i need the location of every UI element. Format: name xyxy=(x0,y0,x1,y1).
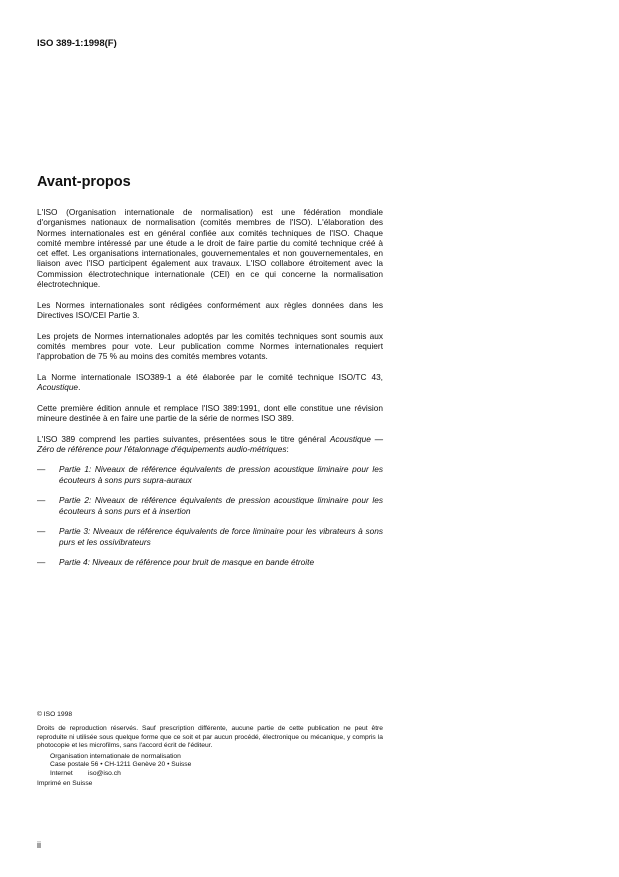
list-dash: — xyxy=(37,464,46,475)
publisher-address xyxy=(37,753,383,778)
part-2-title: Partie 2: Niveaux de référence équivalents de pression acoustique liminaire pour les écouteurs à sons purs et à insertion xyxy=(59,495,383,516)
list-item xyxy=(37,464,383,485)
committee-end: . xyxy=(78,382,81,393)
page-number: ii xyxy=(37,840,41,850)
paragraph-edition: Cette première édition annule et remplace l'ISO 389:1991, dont elle constitue une révision mineure destinée à en faire une partie de la série de normes ISO 389. xyxy=(37,402,383,423)
foreword-body xyxy=(37,207,383,578)
internet-label: Internet xyxy=(50,769,73,777)
part-1-title: Partie 1: Niveaux de référence équivalents de pression acoustique liminaire pour les écouteurs à sons purs supra-auraux xyxy=(59,464,383,485)
paragraph-committee xyxy=(37,372,383,393)
general-title: Acoustique — Zéro de référence pour l'étalonnage d'équipements audio-métriques xyxy=(37,433,383,454)
paragraph-parts-intro xyxy=(37,434,383,455)
organisation-name: Organisation internationale de normalisation xyxy=(50,753,181,761)
paragraph-directives: Les Normes internationales sont rédigées conformément aux règles données dans les Directives ISO/CEI Partie 3. xyxy=(37,299,383,320)
internet-contact xyxy=(50,770,383,778)
list-item xyxy=(37,495,383,516)
committee-title: Acoustique xyxy=(37,382,79,393)
email-address: iso@iso.ch xyxy=(88,769,121,777)
list-dash: — xyxy=(37,526,46,537)
page-title: Avant-propos xyxy=(37,174,131,190)
part-3-title: Partie 3: Niveaux de référence équivalents de force liminaire pour les vibrateurs à sons purs et les ossivibrateurs xyxy=(59,526,383,547)
parts-list xyxy=(37,464,383,567)
copyright-block xyxy=(37,711,383,788)
paragraph-draft-standards: Les projets de Normes internationales adoptés par les comités techniques sont soumis aux comités membres pour vote. Leur publication comme Normes internationales requiert l'approbation de 75 % au moins des comités membres votants. xyxy=(37,330,383,362)
list-item xyxy=(37,557,383,567)
paragraph-iso-intro: L'ISO (Organisation internationale de normalisation) est une fédération mondiale d'organismes nationaux de normalisation (comités membres de l'ISO). L'élaboration des Normes internationales est en général confiée aux comités techniques de l'ISO. Chaque comité membre intéressé par une étude a le droit de faire partie du comité technique créé à cet effet. Les organisations internationales, gouvernementales et non gouvernementales, en liaison avec l'ISO participent également aux travaux. L'ISO collabore étroitement avec la Commission électrotechnique internationale (CEI) en ce qui concerne la normalisation électrotechnique. xyxy=(37,207,383,290)
list-item xyxy=(37,526,383,547)
document-id-header: ISO 389-1:1998(F) xyxy=(37,38,117,49)
parts-intro-text: L'ISO 389 comprend les parties suivantes, présentées sous le titre général xyxy=(37,433,330,444)
committee-text: La Norme internationale ISO389-1 a été élaborée par le comité technique ISO/TC 43, xyxy=(37,371,383,382)
list-dash: — xyxy=(37,557,46,568)
copyright-line: © ISO 1998 xyxy=(37,711,73,718)
postal-address: Case postale 56 • CH-1211 Genève 20 • Suisse xyxy=(50,761,192,769)
printed-in: Imprimé en Suisse xyxy=(37,780,93,788)
part-4-title: Partie 4: Niveaux de référence pour bruit de masque en bande étroite xyxy=(59,557,315,568)
list-dash: — xyxy=(37,495,46,506)
rights-notice: Droits de reproduction réservés. Sauf prescription différente, aucune partie de cette publication ne peut être reproduite ni utilisée sous quelque forme que ce soit et par aucun procédé, électronique ou mécanique, y compris la photocopie et les microfilms, sans l'accord écrit de l'éditeur. xyxy=(37,725,383,749)
parts-intro-end: : xyxy=(286,443,289,454)
